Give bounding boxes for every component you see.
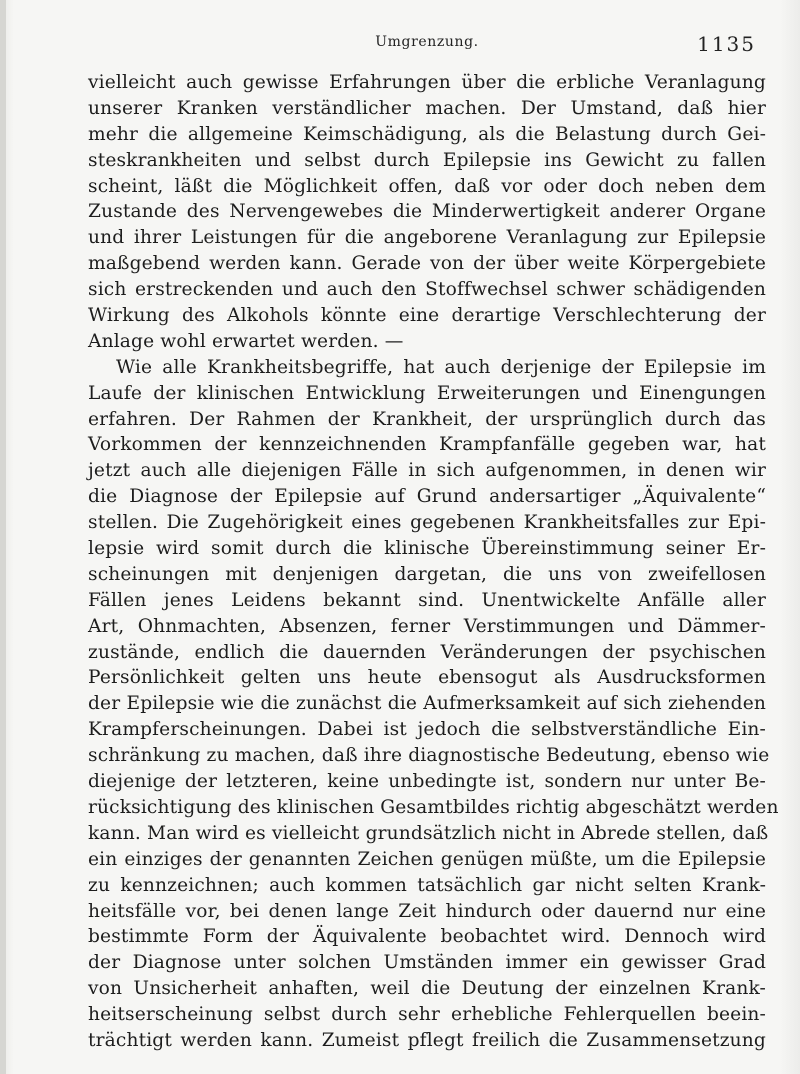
- running-head: Umgrenzung.: [375, 34, 479, 50]
- text-line: der Epilepsie wie die zunächst die Aufmerksamkeit auf sich ziehenden: [88, 693, 766, 715]
- text-line: Zustande des Nervengewebes die Minderwertigkeit anderer Organe: [88, 201, 766, 223]
- text-line: scheinungen mit denjenigen dargetan, die uns von zweifellosen: [88, 563, 766, 585]
- body-text: [88, 70, 779, 1054]
- text-line: bestimmte Form der Äquivalente beobachtet wird. Dennoch wird: [88, 926, 766, 948]
- text-line: kann. Man wird es vielleicht grundsätzlich nicht in Abrede stellen, daß: [88, 822, 769, 844]
- page-edge-shadow: [0, 0, 6, 1074]
- text-line: Krampferscheinungen. Dabei ist jedoch die selbstverständliche Ein-: [88, 719, 766, 741]
- text-line: trächtigt werden kann. Zumeist pflegt freilich die Zusammensetzung: [88, 1029, 766, 1051]
- text-line: Persönlichkeit gelten uns heute ebensogut als Ausdrucksformen: [88, 667, 766, 689]
- text-line: mehr die allgemeine Keimschädigung, als die Belastung durch Gei-: [88, 123, 766, 145]
- text-line: Wirkung des Alkohols könnte eine derartige Verschlechterung der: [88, 305, 766, 327]
- text-line: Vorkommen der kennzeichnenden Krampfanfälle gegeben war, hat: [88, 434, 766, 456]
- text-line: scheint, läßt die Möglichkeit offen, daß vor oder doch neben dem: [88, 175, 766, 197]
- text-line: Fällen jenes Leidens bekannt sind. Unentwickelte Anfälle aller: [88, 589, 766, 611]
- text-line: ein einziges der genannten Zeichen genügen müßte, um die Epilepsie: [88, 848, 766, 870]
- text-line: rücksichtigung des klinischen Gesamtbildes richtig abgeschätzt werden: [88, 796, 779, 818]
- page-header: [88, 32, 766, 58]
- text-line: maßgebend werden kann. Gerade von der über weite Körpergebiete: [88, 253, 766, 275]
- text-line: die Diagnose der Epilepsie auf Grund andersartiger „Äquivalente“: [88, 486, 766, 508]
- text-line: Wie alle Krankheitsbegriffe, hat auch derjenige der Epilepsie im: [116, 356, 766, 378]
- text-line: vielleicht auch gewisse Erfahrungen über die erbliche Veranlagung: [88, 72, 766, 93]
- text-line: zustände, endlich die dauernden Veränderungen der psychischen: [88, 641, 766, 663]
- text-line: lepsie wird somit durch die klinische Übereinstimmung seiner Er-: [88, 538, 766, 560]
- page-number: 1135: [697, 32, 756, 56]
- text-line: von Unsicherheit anhaften, weil die Deutung der einzelnen Krank-: [88, 978, 766, 1000]
- text-line: Laufe der klinischen Entwicklung Erweiterungen und Einengungen: [88, 382, 766, 404]
- text-line: heitserscheinung selbst durch sehr erhebliche Fehlerquellen beein-: [88, 1004, 766, 1026]
- text-line: schränkung zu machen, daß ihre diagnostische Bedeutung, ebenso wie: [88, 745, 770, 767]
- text-line: jetzt auch alle diejenigen Fälle in sich aufgenommen, in denen wir: [88, 460, 766, 482]
- text-line: diejenige der letzteren, keine unbedingte ist, sondern nur unter Be-: [88, 771, 766, 793]
- text-line: erfahren. Der Rahmen der Krankheit, der ursprünglich durch das: [88, 408, 766, 430]
- text-line: Anlage wohl erwartet werden. —: [88, 330, 404, 352]
- text-line: steskrankheiten und selbst durch Epilepsie ins Gewicht zu fallen: [88, 149, 766, 171]
- text-line: zu kennzeichnen; auch kommen tatsächlich gar nicht selten Krank-: [88, 874, 766, 896]
- text-line: der Diagnose unter solchen Umständen immer ein gewisser Grad: [88, 952, 766, 974]
- text-line: heitsfälle vor, bei denen lange Zeit hindurch oder dauernd nur eine: [88, 900, 766, 922]
- text-line: sich erstreckenden und auch den Stoffwechsel schwer schädigenden: [88, 279, 766, 301]
- text-line: unserer Kranken verständlicher machen. Der Umstand, daß hier: [88, 97, 766, 119]
- text-line: stellen. Die Zugehörigkeit eines gegebenen Krankheitsfalles zur Epi-: [88, 512, 766, 534]
- text-line: Art, Ohnmachten, Absenzen, ferner Verstimmungen und Dämmer-: [88, 615, 766, 637]
- text-line: und ihrer Leistungen für die angeborene Veranlagung zur Epilepsie: [88, 227, 766, 249]
